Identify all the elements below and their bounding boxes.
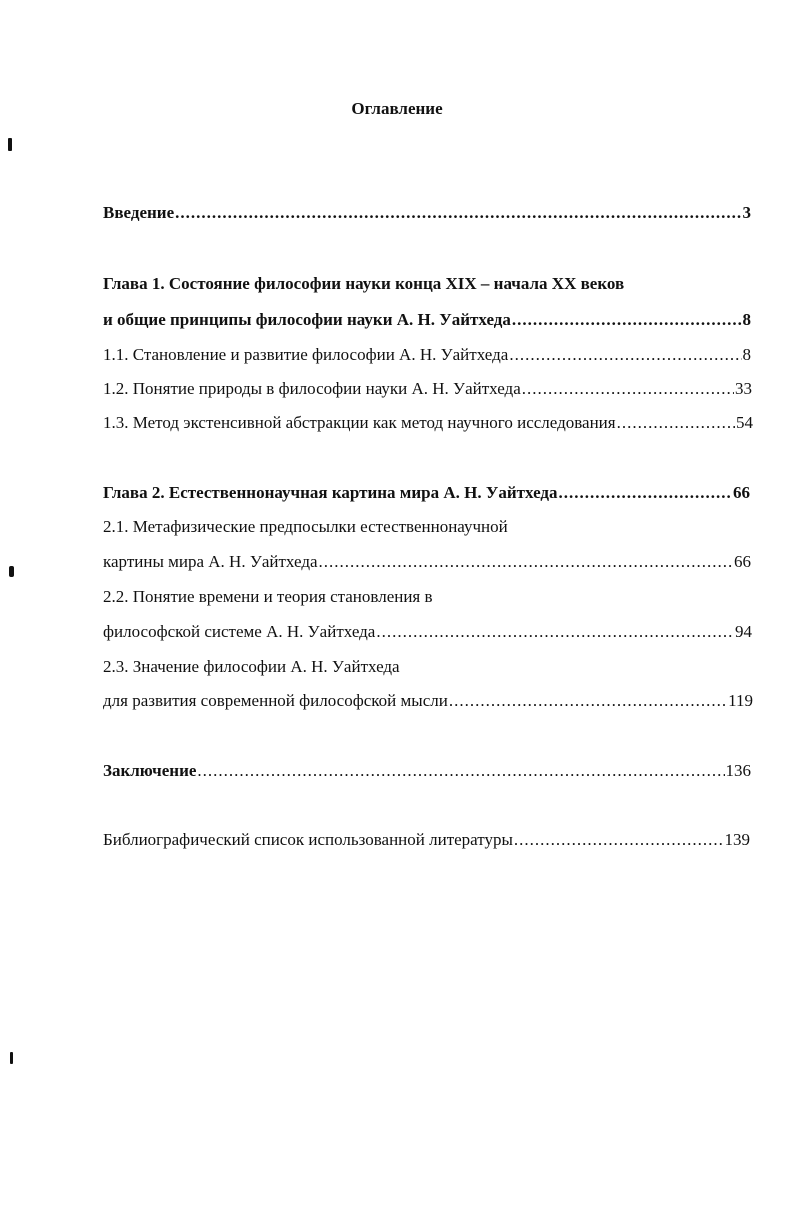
toc-entry-page: 54: [736, 413, 753, 432]
dot-leader: [522, 377, 734, 401]
scan-margin-mark: [9, 566, 14, 577]
toc-entry-title: 2.3. Значение философии А. Н. Уайтхеда: [103, 657, 400, 676]
toc-entry-page: 8: [742, 345, 751, 364]
dot-leader: [175, 201, 741, 225]
toc-entry-page: 119: [728, 691, 753, 710]
toc-entry-chapter-1-line1[interactable]: [103, 272, 624, 296]
toc-entry-page: 66: [734, 552, 751, 571]
scan-margin-mark: [8, 138, 12, 151]
dot-leader: [514, 828, 724, 852]
dot-leader: [617, 411, 735, 435]
toc-entry-section-2-2[interactable]: [103, 620, 752, 644]
toc-entry-title: философской системе А. Н. Уайтхеда: [103, 622, 376, 641]
toc-entry-page: 139: [724, 830, 750, 849]
toc-entry-page: 136: [725, 761, 751, 780]
toc-entry-introduction[interactable]: [103, 201, 751, 225]
toc-entry-section-1-2[interactable]: [103, 377, 752, 401]
toc-entry-conclusion[interactable]: [103, 759, 751, 783]
toc-entry-section-2-1[interactable]: [103, 550, 751, 574]
toc-entry-section-2-3-line1[interactable]: [103, 655, 400, 679]
toc-entry-title: Глава 2. Естественнонаучная картина мира А. Н. Уайтхеда: [103, 483, 558, 502]
toc-entry-title: Заключение: [103, 761, 197, 780]
dot-leader: [376, 620, 734, 644]
dot-leader: [558, 481, 732, 505]
dot-leader: [512, 308, 742, 332]
toc-entry-title: 2.2. Понятие времени и теория становления в: [103, 587, 433, 606]
toc-entry-page: 66: [733, 483, 750, 502]
toc-entry-bibliography[interactable]: [103, 828, 750, 852]
toc-entry-title: Глава 1. Состояние философии науки конца XIX – начала XX веков: [103, 274, 625, 293]
toc-entry-section-2-2-line1[interactable]: [103, 585, 433, 609]
toc-entry-section-1-1[interactable]: [103, 343, 751, 367]
scan-margin-mark: [10, 1052, 13, 1064]
toc-entry-page: 94: [735, 622, 752, 641]
dot-leader: [197, 759, 724, 783]
toc-entry-title: картины мира А. Н. Уайтхеда: [103, 552, 318, 571]
page-title: Оглавление: [351, 99, 443, 118]
dot-leader: [319, 550, 733, 574]
toc-entry-chapter-1[interactable]: [103, 308, 751, 332]
toc-entry-section-2-1-line1[interactable]: [103, 515, 508, 539]
toc-entry-title: 1.3. Метод экстенсивной абстракции как метод научного исследования: [103, 413, 616, 432]
toc-entry-title: Введение: [103, 203, 175, 222]
toc-entry-title: для развития современной философской мысли: [103, 691, 448, 710]
toc-entry-title: и общие принципы философии науки А. Н. Уайтхеда: [103, 310, 511, 329]
toc-entry-page: 8: [742, 310, 751, 329]
toc-entry-page: 3: [742, 203, 751, 222]
toc-entry-title: 1.2. Понятие природы в философии науки А. Н. Уайтхеда: [103, 379, 521, 398]
toc-entry-section-2-3[interactable]: [103, 689, 753, 713]
dot-leader: [509, 343, 741, 367]
toc-entry-title: Библиографический список использованной литературы: [103, 830, 513, 849]
dot-leader: [449, 689, 727, 713]
toc-entry-title: 1.1. Становление и развитие философии А. Н. Уайтхеда: [103, 345, 509, 364]
toc-entry-title: 2.1. Метафизические предпосылки естественнонаучной: [103, 517, 508, 536]
toc-entry-chapter-2[interactable]: [103, 481, 750, 505]
toc-entry-section-1-3[interactable]: [103, 411, 753, 435]
toc-entry-page: 33: [735, 379, 752, 398]
